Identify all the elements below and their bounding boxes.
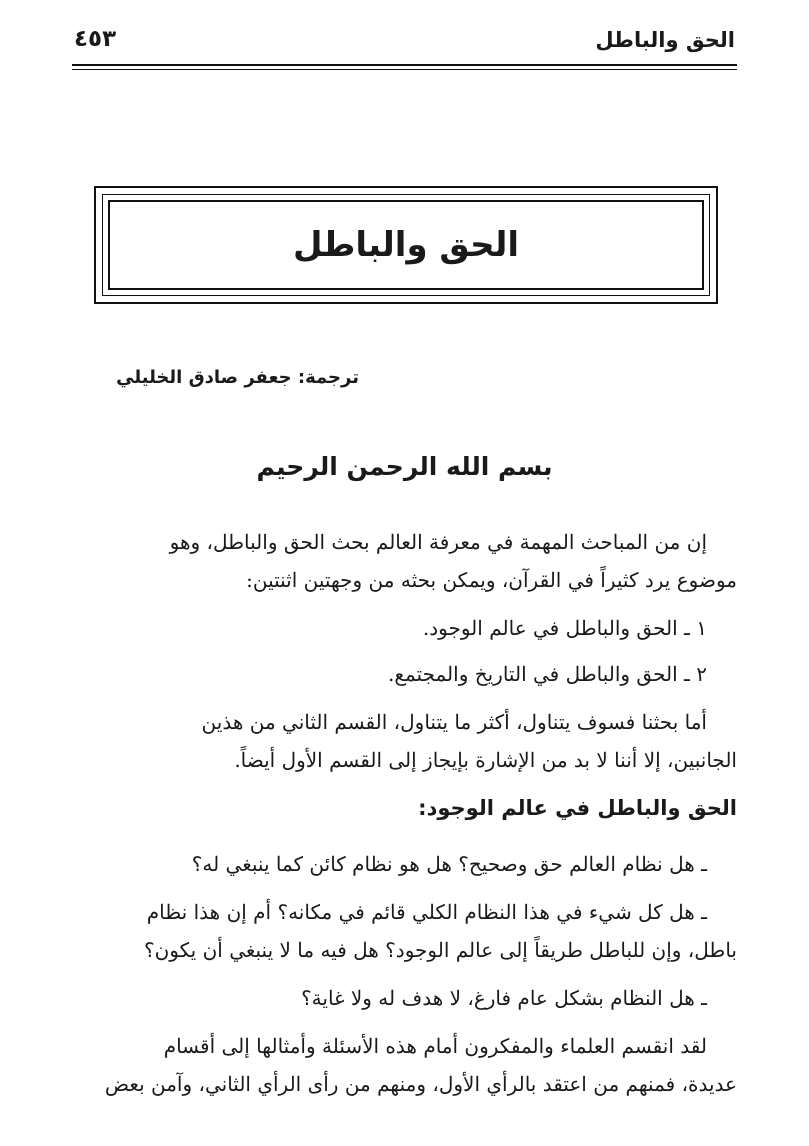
running-header-title: الحق والباطل: [595, 28, 735, 52]
paragraph-scope: [72, 703, 737, 779]
paragraph-line: لقد انقسم العلماء والمفكرون أمام هذه الأسئلة وأمثالها إلى أقسام: [163, 1034, 707, 1058]
chapter-title: الحق والباطل: [293, 225, 519, 265]
list-item-text: ٢ ـ الحق والباطل في التاريخ والمجتمع.: [387, 662, 707, 686]
question-line: ـ هل كل شيء في هذا النظام الكلي قائم في مكانه؟ أم إن هذا نظام: [146, 900, 707, 924]
paragraph-line: الجانبين، إلا أننا لا بد من الإشارة بإيجاز إلى القسم الأول أيضاً.: [234, 748, 737, 772]
chapter-title-frame: [94, 186, 718, 304]
list-item-text: ١ ـ الحق والباطل في عالم الوجود.: [422, 616, 707, 640]
paragraph-line: أما بحثنا فسوف يتناول، أكثر ما يتناول، القسم الثاني من هذين: [201, 710, 707, 734]
question-1: [72, 845, 737, 883]
paragraph-line: إن من المباحث المهمة في معرفة العالم بحث الحق والباطل، وهو: [169, 530, 707, 554]
paragraph-opinions: [72, 1027, 737, 1103]
header-rule-thin: [72, 69, 737, 70]
page-number: ٤٥٣: [74, 26, 117, 52]
section-heading: الحق والباطل في عالم الوجود:: [418, 796, 737, 820]
translator-credit: ترجمة: جعفر صادق الخليلي: [116, 367, 359, 388]
list-item-1: [72, 609, 737, 647]
chapter-title-box: [108, 200, 704, 290]
question-line: ـ هل النظام بشكل عام فارغ، لا هدف له ولا غاية؟: [301, 986, 707, 1010]
list-item-2: [72, 655, 737, 693]
question-2: [72, 893, 737, 969]
paragraph-line: عديدة، فمنهم من اعتقد بالرأي الأول، ومنهم من رأى الرأي الثاني، وآمن بعض: [104, 1072, 737, 1096]
question-line: باطل، وإن للباطل طريقاً إلى عالم الوجود؟ هل فيه ما لا ينبغي أن يكون؟: [144, 938, 737, 962]
paragraph-intro: [72, 523, 737, 599]
header-rule: [72, 64, 737, 66]
basmala: بسم الله الرحمن الرحيم: [256, 452, 553, 481]
paragraph-line: موضوع يرد كثيراً في القرآن، ويمكن بحثه من وجهتين اثنتين:: [246, 568, 737, 592]
question-3: [72, 979, 737, 1017]
question-line: ـ هل نظام العالم حق وصحيح؟ هل هو نظام كائن كما ينبغي له؟: [191, 852, 707, 876]
